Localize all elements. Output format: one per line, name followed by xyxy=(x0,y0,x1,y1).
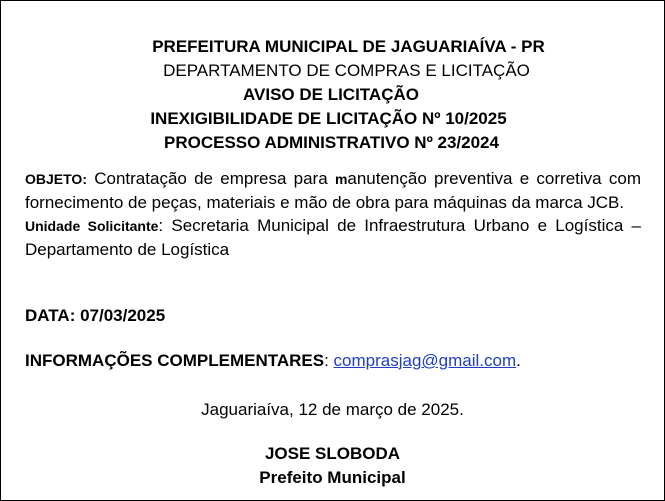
signer-name: JOSE SLOBODA xyxy=(264,444,401,463)
signer-title: Prefeito Municipal xyxy=(259,468,406,487)
objeto-label: OBJETO: xyxy=(25,171,87,187)
objeto-section xyxy=(25,167,641,261)
info-label: INFORMAÇÕES COMPLEMENTARES xyxy=(25,351,325,370)
header-inexigibilidade: INEXIGIBILIDADE DE LICITAÇÃO Nº 10/2025 xyxy=(150,109,507,128)
place-date: Jaguariaíva, 12 de março de 2025. xyxy=(201,400,464,419)
objeto-paragraph xyxy=(25,167,641,214)
unidade-text: : Secretaria Municipal de Infraestrutura Urbano e Logística – Departamento de Logística xyxy=(25,216,641,259)
info-complementares xyxy=(25,349,641,372)
signature-block xyxy=(0,442,665,490)
objeto-text-start: Contratação de empresa para xyxy=(86,169,335,188)
unidade-label: Unidade Solicitante xyxy=(25,218,159,234)
header-prefeitura: PREFEITURA MUNICIPAL DE JAGUARIAÍVA - PR xyxy=(152,37,545,56)
header-aviso: AVISO DE LICITAÇÃO xyxy=(243,85,419,104)
header-processo: PROCESSO ADMINISTRATIVO Nº 23/2024 xyxy=(164,133,499,152)
unidade-paragraph xyxy=(25,214,641,261)
objeto-text-m: m xyxy=(334,171,348,187)
objeto-text-end: anutenção preventiva e corretiva com fornecimento de peças, materiais e mão de obra para máquinas da marca JCB. xyxy=(25,169,641,212)
info-separator: : xyxy=(324,351,334,370)
data-line: DATA: 07/03/2025 xyxy=(25,306,166,325)
header-departamento: DEPARTAMENTO DE COMPRAS E LICITAÇÃO xyxy=(163,61,530,80)
document-header xyxy=(0,35,665,155)
email-link[interactable]: comprasjag@gmail.com xyxy=(333,351,517,370)
info-end: . xyxy=(516,351,521,370)
